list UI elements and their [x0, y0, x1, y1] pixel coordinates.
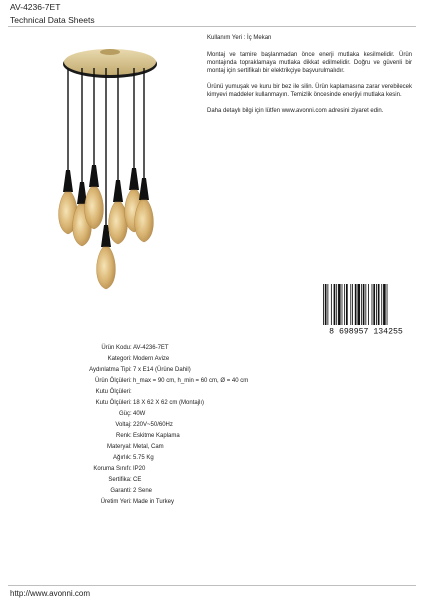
spec-label: Kutu Ölçüleri: [95, 400, 130, 406]
spec-colon: :: [130, 477, 132, 483]
spec-colon: :: [130, 499, 132, 505]
footer-divider: [8, 585, 416, 586]
spec-label: Aydınlatma Tipi: [89, 367, 130, 373]
spec-row: [40, 356, 300, 365]
chandelier-product-image: [40, 38, 180, 308]
spec-colon: :: [130, 455, 132, 461]
barcode-bar: [372, 284, 373, 325]
barcode-bar: [376, 284, 377, 325]
spec-row: [40, 477, 300, 486]
spec-value: Made in Turkey: [133, 499, 175, 505]
spec-row: [40, 389, 300, 398]
bulb: [97, 247, 116, 289]
bulb: [85, 187, 104, 229]
spec-row: [40, 433, 300, 442]
barcode-bar: [357, 284, 360, 325]
cleaning-paragraph: Ürünü yumuşak ve kuru bir bez ile silin. Ürün kaplamasına zarar verebilecek kimyevi maddeler kullanmayın. Temizlik öncesinde enerjiyi mutlaka kesin.: [207, 84, 412, 98]
spec-colon: :: [130, 466, 132, 472]
spec-colon: :: [130, 389, 132, 395]
spec-value: 2 Sene: [133, 488, 153, 494]
spec-colon: :: [130, 378, 132, 384]
barcode: [321, 284, 411, 336]
spec-value: Metal, Cam: [133, 444, 164, 450]
barcode-bar: [338, 284, 341, 325]
spec-colon: :: [130, 433, 132, 439]
barcode-bar: [365, 284, 366, 325]
canopy: [63, 49, 157, 78]
spec-value: 40W: [133, 411, 146, 417]
barcode-bars: [323, 284, 387, 330]
spec-label: Voltaj: [115, 422, 130, 428]
spec-label: Güç: [118, 411, 130, 417]
info-panel: [207, 34, 412, 123]
spec-value: 7 x E14 (Ürüne Dahil): [133, 367, 191, 373]
spec-row: [40, 444, 300, 453]
spec-value: 5.75 Kg: [133, 455, 154, 461]
document-subtitle: Technical Data Sheets: [10, 15, 95, 25]
cords-and-bulbs: [59, 68, 154, 289]
spec-colon: :: [130, 422, 132, 428]
barcode-bar: [352, 284, 353, 325]
spec-value: 220V~50/60Hz: [133, 422, 173, 428]
spec-colon: :: [130, 367, 132, 373]
spec-colon: :: [130, 411, 132, 417]
spec-colon: :: [130, 444, 132, 450]
spec-label: Ürün Kodu: [101, 345, 130, 351]
spec-label: Kategori: [107, 356, 130, 362]
spec-colon: :: [130, 345, 132, 351]
spec-label: Ürün Ölçüleri: [94, 378, 130, 384]
barcode-bar: [336, 284, 337, 325]
spec-value: CE: [133, 477, 142, 483]
website-paragraph: Daha detaylı bilgi için lütfen www.avonni.com adresini ziyaret edin.: [207, 108, 384, 114]
spec-value: Eskitme Kaplama: [133, 433, 180, 439]
socket: [139, 178, 149, 200]
barcode-bar: [361, 284, 362, 325]
spec-row: [40, 411, 300, 420]
spec-label: Ağırlık: [112, 455, 130, 461]
bulb: [135, 200, 154, 242]
spec-row: [40, 422, 300, 431]
spec-value: AV-4236-7ET: [133, 345, 169, 351]
spec-value: 18 X 62 X 62 cm (Montajlı): [133, 400, 205, 406]
usage-location: Kullanım Yeri : İç Mekan: [207, 35, 272, 41]
barcode-bar: [342, 284, 343, 325]
socket: [89, 165, 99, 187]
spec-row: [40, 466, 300, 475]
barcode-bar: [327, 284, 328, 325]
socket: [63, 170, 73, 192]
spec-colon: :: [130, 356, 132, 362]
barcode-bar: [350, 284, 351, 325]
spec-colon: :: [130, 488, 132, 494]
spec-row: [40, 400, 300, 409]
spec-row: [40, 378, 300, 387]
spec-label: Üretim Yeri: [100, 499, 130, 505]
barcode-bar: [334, 284, 336, 325]
spec-value: Modern Avize: [133, 356, 170, 362]
socket: [113, 180, 123, 202]
spec-label: Garanti: [110, 488, 130, 494]
barcode-bar: [344, 284, 345, 325]
spec-row: [40, 455, 300, 464]
safety-paragraph: Montaj ve tamire başlanmadan önce enerji mutlaka kesilmelidir. Ürün montajında topraklamaya mutlaka dikkat edilmelidir. Doğru ve güvenli bir montaj için sertifikalı bir elektrikçiye başvurulmalıdır.: [207, 52, 412, 74]
product-code-heading: AV-4236-7ET: [10, 2, 61, 12]
spec-label: Kutu Ölçüleri: [95, 389, 130, 395]
barcode-bar: [381, 284, 382, 325]
spec-label: Sertifika: [108, 477, 130, 483]
barcode-bar: [378, 284, 380, 325]
barcode-bar: [331, 284, 332, 325]
barcode-bar: [355, 284, 357, 325]
spec-row: [40, 345, 300, 354]
barcode-bar: [387, 284, 388, 330]
barcode-bar: [323, 284, 324, 330]
spec-colon: :: [130, 400, 132, 406]
barcode-bar: [373, 284, 375, 325]
header-divider: [8, 26, 416, 27]
barcode-digits: 8 698957 134255: [329, 327, 403, 336]
spec-row: [40, 499, 300, 508]
barcode-bar: [368, 284, 369, 325]
spec-label: Materyal: [106, 444, 130, 450]
spec-row: [40, 488, 300, 497]
barcode-bar: [346, 284, 348, 325]
spec-value: IP20: [133, 466, 146, 472]
socket: [129, 168, 139, 190]
barcode-bar: [325, 284, 327, 330]
spec-row: [40, 367, 300, 376]
footer-url: http://www.avonni.com: [10, 589, 91, 598]
spec-label: Koruma Sınıfı: [93, 466, 130, 472]
spec-label: Renk: [115, 433, 130, 439]
barcode-bar: [383, 284, 386, 330]
spec-value: h_max = 90 cm, h_min = 60 cm, Ø = 40 cm: [133, 378, 249, 384]
barcode-bar: [363, 284, 365, 325]
